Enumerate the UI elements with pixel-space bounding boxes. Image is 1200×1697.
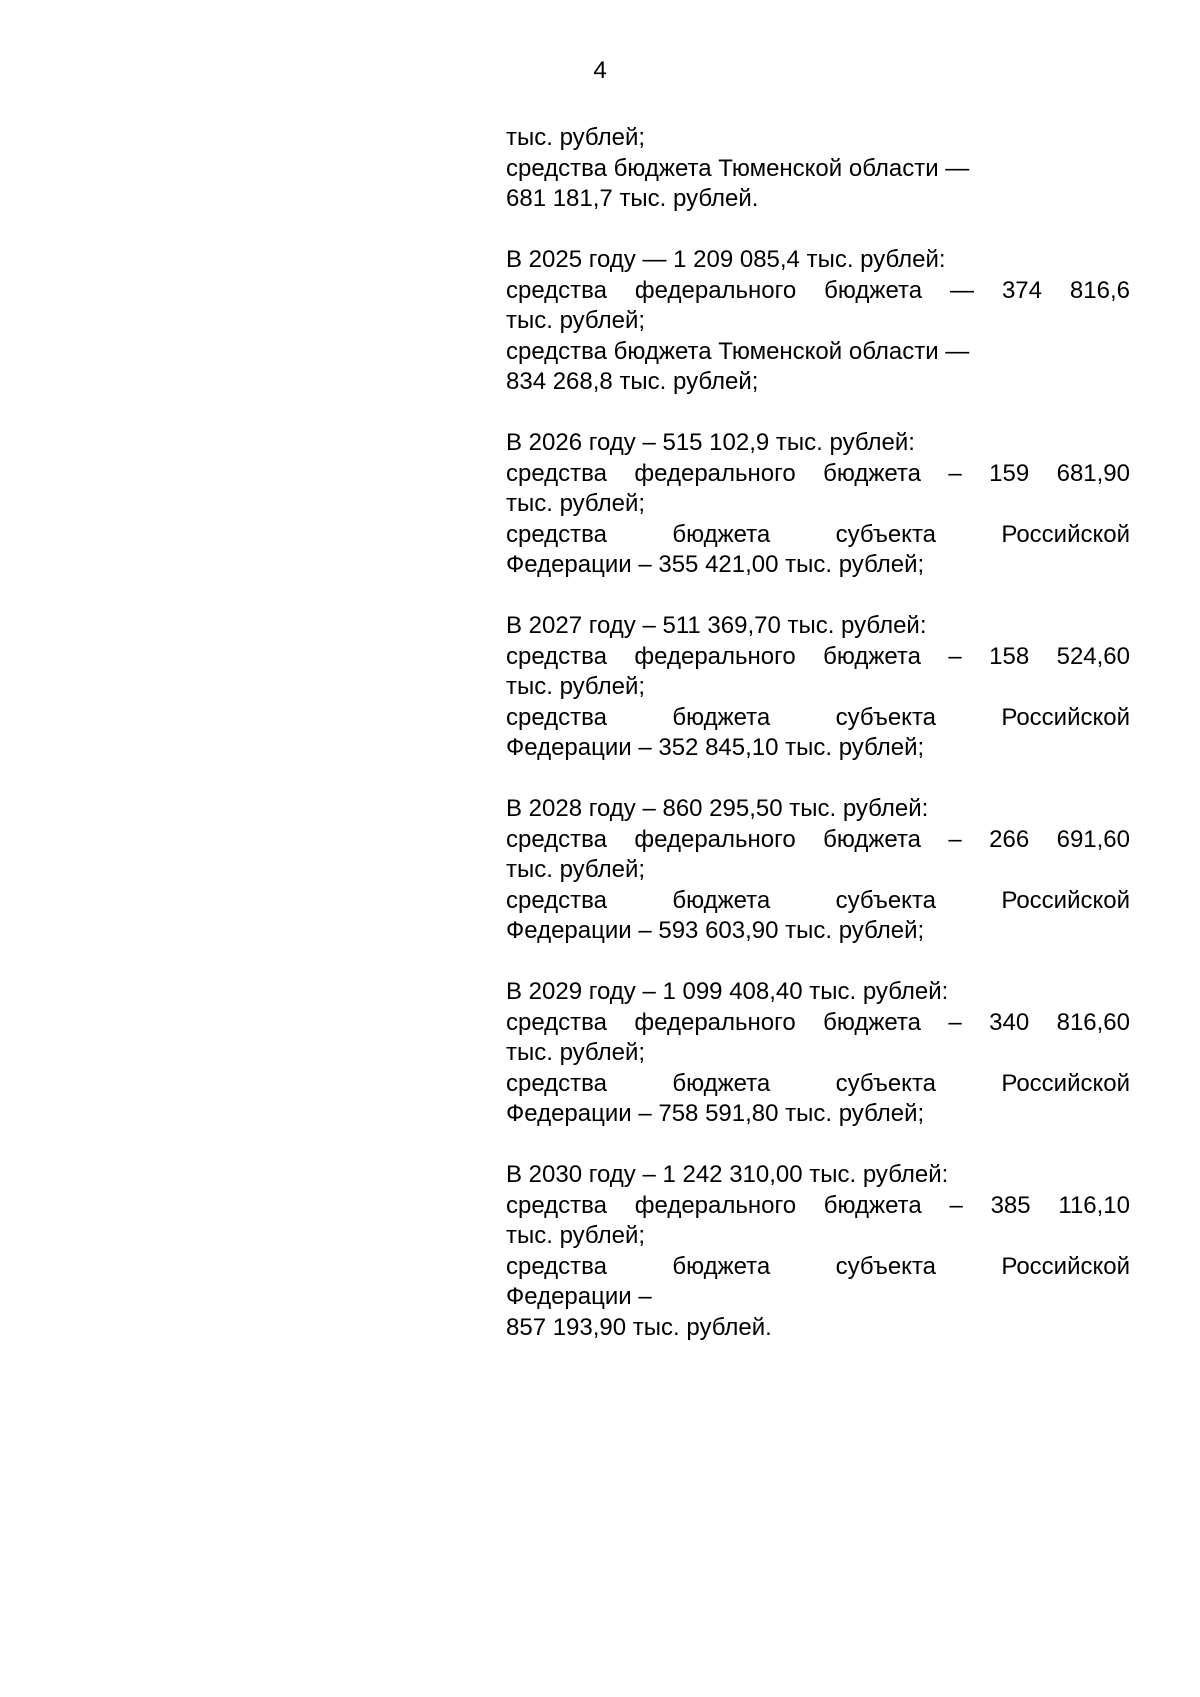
paragraph-line: средства федерального бюджета – 158 524,60	[506, 642, 1130, 670]
paragraph-line: средства бюджета Тюменской области —	[506, 154, 970, 182]
paragraph-line: тыс. рублей;	[506, 1222, 646, 1249]
paragraph-line: средства федерального бюджета — 374 816,6	[506, 276, 1130, 304]
paragraph-line: В 2030 году – 1 242 310,00 тыс. рублей:	[506, 1161, 949, 1188]
funding-paragraph	[506, 1160, 1130, 1343]
paragraph-line: средства бюджета субъекта Российской	[506, 520, 1130, 548]
paragraph-line: средства федерального бюджета – 340 816,60	[506, 1008, 1130, 1036]
paragraph-line: Федерации – 758 591,80 тыс. рублей;	[506, 1100, 925, 1127]
paragraph-line: тыс. рублей;	[506, 1039, 646, 1066]
paragraph-line: В 2026 году – 515 102,9 тыс. рублей:	[506, 429, 915, 456]
funding-paragraph	[506, 611, 1130, 764]
paragraph-line: 857 193,90 тыс. рублей.	[506, 1313, 772, 1341]
paragraph-line: тыс. рублей;	[506, 856, 646, 883]
funding-paragraph	[506, 245, 1130, 398]
funding-paragraph	[506, 123, 1130, 215]
paragraph-line: средства бюджета субъекта Российской	[506, 886, 1130, 914]
funding-paragraph	[506, 428, 1130, 581]
paragraph-line: средства бюджета Тюменской области —	[506, 337, 970, 365]
paragraph-line: тыс. рублей;	[506, 307, 646, 334]
paragraph-line: тыс. рублей;	[506, 673, 646, 700]
paragraph-line: средства федерального бюджета – 266 691,60	[506, 825, 1130, 853]
paragraph-line: В 2027 году – 511 369,70 тыс. рублей:	[506, 612, 927, 639]
paragraph-line: В 2028 году – 860 295,50 тыс. рублей:	[506, 795, 929, 822]
funding-paragraph	[506, 794, 1130, 947]
paragraph-line: средства федерального бюджета – 385 116,10	[506, 1191, 1130, 1219]
paragraph-line: В 2029 году – 1 099 408,40 тыс. рублей:	[506, 978, 949, 1005]
paragraph-line: средства федерального бюджета – 159 681,90	[506, 459, 1130, 487]
paragraph-line: тыс. рублей;	[506, 490, 646, 517]
page-number: 4	[593, 57, 607, 84]
paragraph-line: Федерации – 352 845,10 тыс. рублей;	[506, 734, 925, 761]
paragraph-line: тыс. рублей;	[506, 124, 646, 151]
paragraph-line: В 2025 году — 1 209 085,4 тыс. рублей:	[506, 246, 946, 273]
paragraph-line: 681 181,7 тыс. рублей.	[506, 185, 759, 212]
paragraph-line: Федерации – 593 603,90 тыс. рублей;	[506, 917, 925, 944]
paragraph-line: средства бюджета субъекта Российской	[506, 703, 1130, 731]
paragraph-line: средства бюджета субъекта Российской	[506, 1252, 1130, 1280]
paragraph-line: Федерации – 355 421,00 тыс. рублей;	[506, 551, 925, 578]
paragraph-line: 834 268,8 тыс. рублей;	[506, 368, 759, 395]
paragraph-line: средства бюджета субъекта Российской	[506, 1069, 1130, 1097]
document-body	[506, 123, 1130, 1374]
paragraph-line: Федерации –	[506, 1283, 652, 1310]
funding-paragraph	[506, 977, 1130, 1130]
